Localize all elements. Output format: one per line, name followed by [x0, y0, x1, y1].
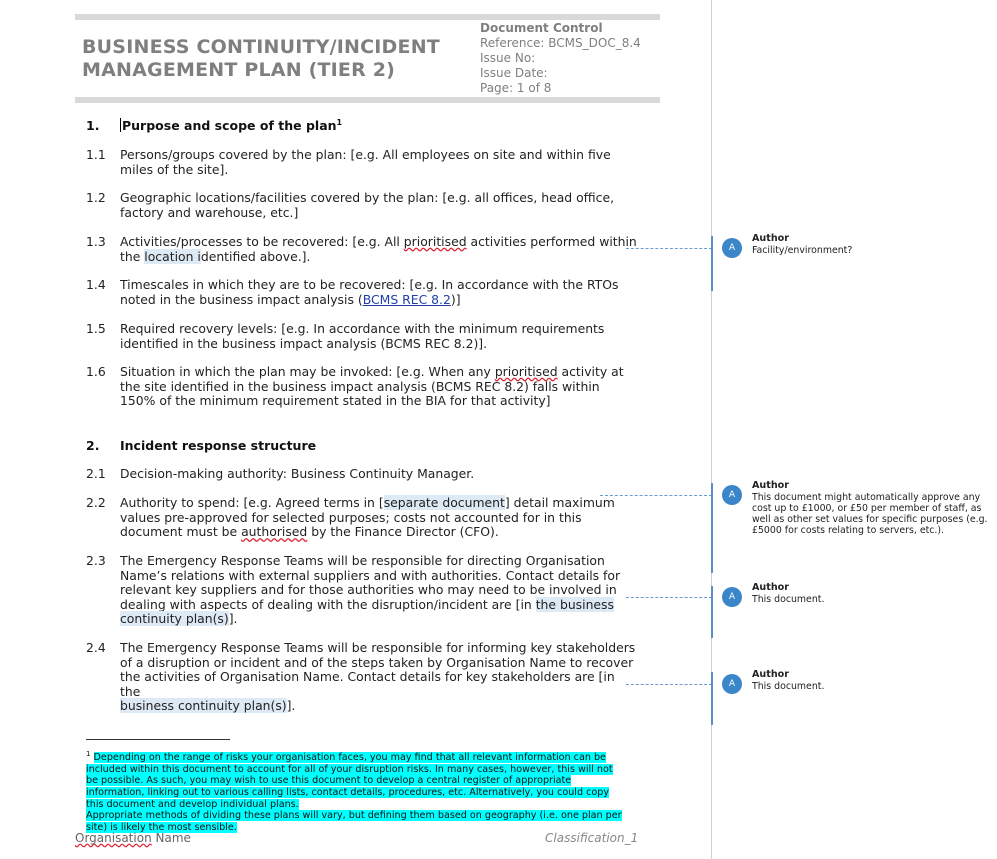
- item-line: The Emergency Response Teams will be responsible for directing Organisation: [120, 553, 605, 568]
- section-title: Incident response structure: [120, 438, 317, 453]
- item-text: ].: [228, 611, 238, 627]
- item-line: Name’s relations with external suppliers and with authorities. Contact details for: [120, 567, 621, 583]
- item-text: dealing with aspects of dealing with the disruption/incident are [in: [120, 596, 536, 612]
- reference-link[interactable]: BCMS REC 8.2: [362, 291, 451, 307]
- commented-text[interactable]: continuity plan(s): [120, 611, 229, 627]
- section-title: Purpose and scope of the plan: [122, 118, 337, 134]
- title-line-1: BUSINESS CONTINUITY/INCIDENT: [82, 36, 440, 58]
- item-text: by the Finance Director (CFO).: [307, 524, 499, 540]
- comment-bar: [711, 586, 713, 638]
- control-page: Page: 1 of 8: [480, 81, 552, 95]
- item-line: miles of the site].: [120, 161, 229, 177]
- misspelled-word[interactable]: authorised: [241, 524, 308, 540]
- item-line: Geographic locations/facilities covered by the plan: [e.g. all offices, head office,: [120, 190, 615, 205]
- item-number: 2.1: [86, 466, 106, 481]
- item-text: dentified above.].: [200, 248, 311, 264]
- item-line: the site identified in the business impact analysis (BCMS REC 8.2) falls within: [120, 378, 600, 394]
- item-line: Timescales in which they are to be recovered: [e.g. In accordance with the RTOs: [120, 277, 619, 292]
- comment-body: This document.: [752, 681, 825, 692]
- comment-author: Author: [752, 669, 789, 680]
- comment-author: Author: [752, 480, 789, 491]
- avatar: A: [722, 674, 742, 694]
- item-line: Required recovery levels: [e.g. In accordance with the minimum requirements: [120, 321, 605, 336]
- comment-body: This document might automatically approve any cost up to £1000, or £50 per member of staff, as well as other set values for specific purposes (e.g. £5000 for costs relating to servers, etc.).: [752, 492, 988, 536]
- item-line: of a disruption or incident and of the steps taken by Organisation Name to recover: [120, 654, 634, 670]
- footnote-text: Depending on the range of risks your organisation faces, you may find that all relevant information can be included within this document to account for all of your disruption risks. In many cases, however, this will not be possible. As such, you may wish to use this document to develop a central register of appropriate information, linking out to various calling lists, contact details, procedures, etc. Alternatively, you could copy this document and develop individual plans.: [86, 752, 613, 810]
- header-rule-top: [75, 14, 660, 20]
- item-text: )]: [450, 291, 461, 307]
- footnote[interactable]: [86, 749, 626, 833]
- item-text: document must be: [120, 524, 242, 540]
- page-edge: [711, 0, 712, 859]
- control-reference: Reference: BCMS_DOC_8.4: [480, 36, 641, 50]
- footnote-ref[interactable]: 1: [336, 118, 343, 127]
- item-text: ].: [286, 698, 296, 714]
- item-number: 2.2: [86, 495, 106, 510]
- control-issue-date: Issue Date:: [480, 66, 548, 80]
- item-text: the: [120, 248, 145, 264]
- section-number: 2.: [86, 438, 100, 453]
- item-line: 150% of the minimum requirement stated in the BIA for that activity]: [120, 393, 551, 409]
- item-number: 1.4: [86, 277, 106, 292]
- footnote-text: Appropriate methods of dividing these plans will vary, but defining them based on geography (i.e. one plan per site) is likely the most sensible.: [86, 810, 622, 833]
- section-2-heading[interactable]: [86, 438, 316, 453]
- item-text: noted in the business impact analysis (: [120, 291, 363, 307]
- commented-text[interactable]: location i: [144, 248, 201, 264]
- avatar: A: [722, 238, 742, 258]
- section-number: 1.: [86, 118, 100, 134]
- footnote-mark: 1: [86, 750, 91, 758]
- text-cursor: [120, 118, 121, 132]
- control-heading: Document Control: [480, 21, 603, 35]
- commented-text[interactable]: the business: [535, 596, 614, 612]
- item-number: 2.3: [86, 553, 106, 568]
- avatar: A: [722, 485, 742, 505]
- item-text: Activities/processes to be recovered: [e.g. All: [120, 234, 404, 249]
- item-line: factory and warehouse, etc.]: [120, 204, 299, 220]
- item-line: Persons/groups covered by the plan: [e.g. All employees on site and within five: [120, 147, 611, 162]
- item-number: 1.5: [86, 321, 106, 336]
- comment-author: Author: [752, 582, 789, 593]
- item-line: identified in the business impact analysis (BCMS REC 8.2)].: [120, 335, 488, 351]
- item-text: Situation in which the plan may be invoked: [e.g. When any: [120, 364, 495, 379]
- comment-connector: [626, 684, 712, 685]
- item-line: The Emergency Response Teams will be responsible for informing key stakeholders: [120, 640, 636, 655]
- footnote-separator: [86, 739, 230, 740]
- item-number: 2.4: [86, 640, 106, 655]
- comment-bar: [711, 672, 713, 725]
- item-number: 1.6: [86, 364, 106, 379]
- comment-body: Facility/environment?: [752, 245, 853, 256]
- section-1-heading[interactable]: [86, 118, 342, 133]
- item-number: 1.2: [86, 190, 106, 205]
- comment-connector: [626, 597, 712, 598]
- avatar: A: [722, 587, 742, 607]
- footer-org-word: Organisation: [75, 831, 152, 845]
- comment-author: Author: [752, 233, 789, 244]
- comment-connector: [600, 495, 712, 496]
- commented-text[interactable]: business continuity plan(s): [120, 698, 287, 714]
- control-issue-no: Issue No:: [480, 51, 536, 65]
- document-control[interactable]: [480, 21, 641, 96]
- footer-classification: Classification_1: [545, 831, 639, 845]
- misspelled-word[interactable]: prioritised: [403, 234, 467, 249]
- item-text: Authority to spend: [e.g. Agreed terms in [: [120, 495, 384, 510]
- item-text: activities performed within: [466, 234, 637, 249]
- item-line: the activities of Organisation Name. Contact details for key stakeholders are [in the: [120, 669, 615, 699]
- comment-body: This document.: [752, 594, 825, 605]
- item-text: activity at: [557, 364, 624, 379]
- item-text: ] detail maximum: [504, 495, 615, 510]
- item-line: Decision-making authority: Business Continuity Manager.: [120, 466, 475, 481]
- document-title[interactable]: [82, 36, 477, 82]
- item-line: relevant key suppliers and for those authorities who may need to be involved in: [120, 582, 617, 598]
- footer-organisation[interactable]: [75, 831, 191, 845]
- item-number: 1.3: [86, 234, 106, 249]
- misspelled-word[interactable]: prioritised: [494, 364, 558, 379]
- comment-connector: [626, 248, 712, 249]
- title-line-2: MANAGEMENT PLAN (TIER 2): [82, 59, 396, 81]
- comment-bar: [711, 483, 713, 573]
- comment-bar: [711, 236, 713, 291]
- header-rule-bottom: [75, 97, 660, 103]
- item-line: values pre-approved for selected purposes; costs not accounted for in this: [120, 509, 582, 525]
- commented-text[interactable]: separate document: [383, 495, 505, 510]
- item-number: 1.1: [86, 147, 106, 162]
- footer-org-name: Name: [151, 831, 191, 845]
